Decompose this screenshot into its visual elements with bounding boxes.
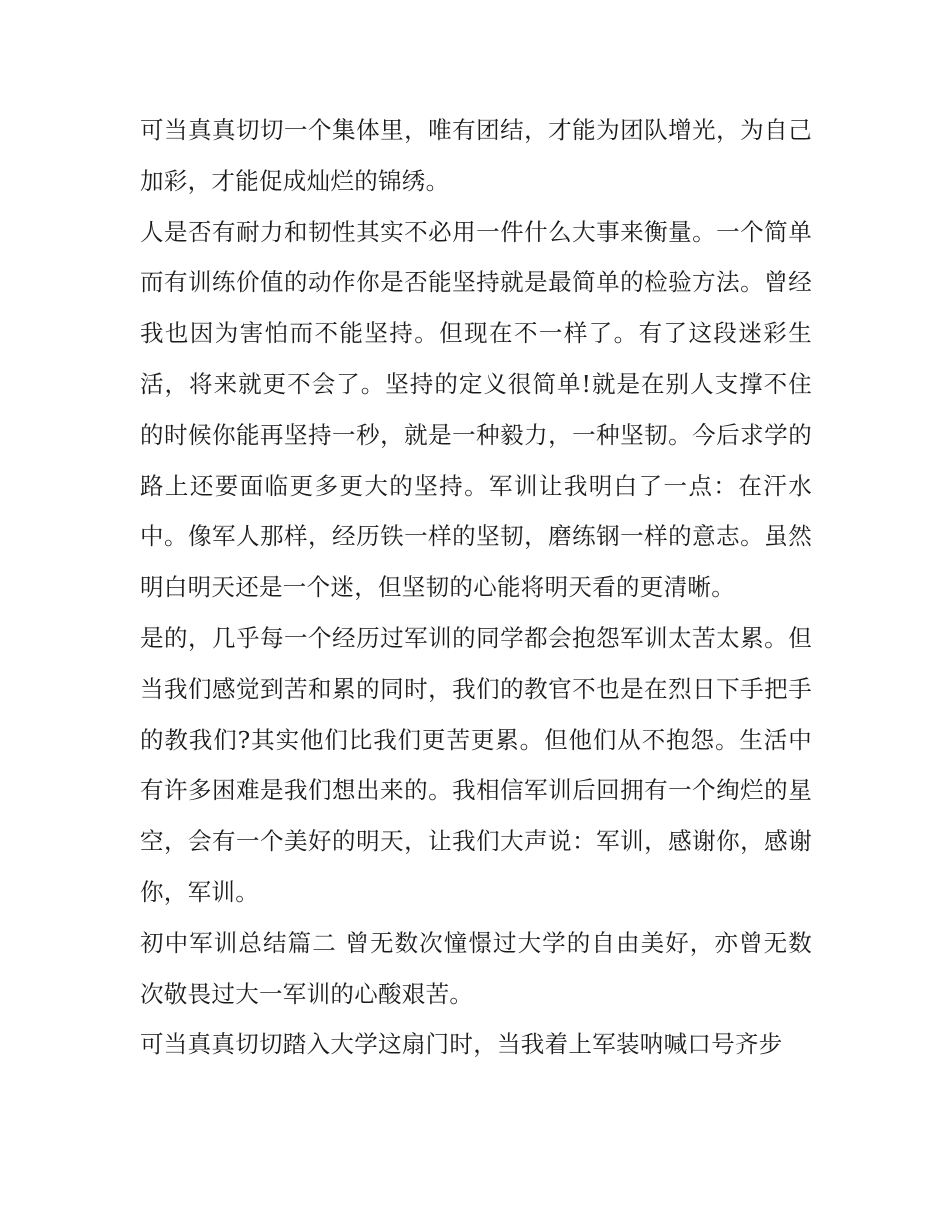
- paragraph-2: 人是否有耐力和韧性其实不必用一件什么大事来衡量。一个简单而有训练价值的动作你是否能坚持就是最简单的检验方法。曾经我也因为害怕而不能坚持。但现在不一样了。有了这段迷彩生活，将来就更不会了。坚持的定义很简单!就是在别人支撑不住的时候你能再坚持一秒，就是一种毅力，一种坚韧。今后求学的路上还要面临更多更大的坚持。军训让我明白了一点：在汗水中。像军人那样，经历铁一样的坚韧，磨练钢一样的意志。虽然明白明天还是一个迷，但坚韧的心能将明天看的更清晰。: [140, 217, 812, 602]
- paragraph-3: 是的，几乎每一个经历过军训的同学都会抱怨军训太苦太累。但当我们感觉到苦和累的同时，我们的教官不也是在烈日下手把手的教我们?其实他们比我们更苦更累。但他们从不抱怨。生活中有许多困难是我们想出来的。我相信军训后回拥有一个绚烂的星空，会有一个美好的明天，让我们大声说：军训，感谢你，感谢你，军训。: [140, 623, 812, 906]
- paragraph-5: 可当真真切切踏入大学这扇门时，当我着上军装呐喊口号齐步: [140, 1030, 783, 1059]
- paragraph-4: 初中军训总结篇二 曾无数次憧憬过大学的自由美好，亦曾无数次敬畏过大一军训的心酸艰苦。: [140, 928, 812, 1008]
- document-body: [140, 105, 812, 1070]
- paragraph-1: 可当真真切切一个集体里，唯有团结，才能为团队增光，为自己加彩，才能促成灿烂的锦绣。: [140, 116, 812, 195]
